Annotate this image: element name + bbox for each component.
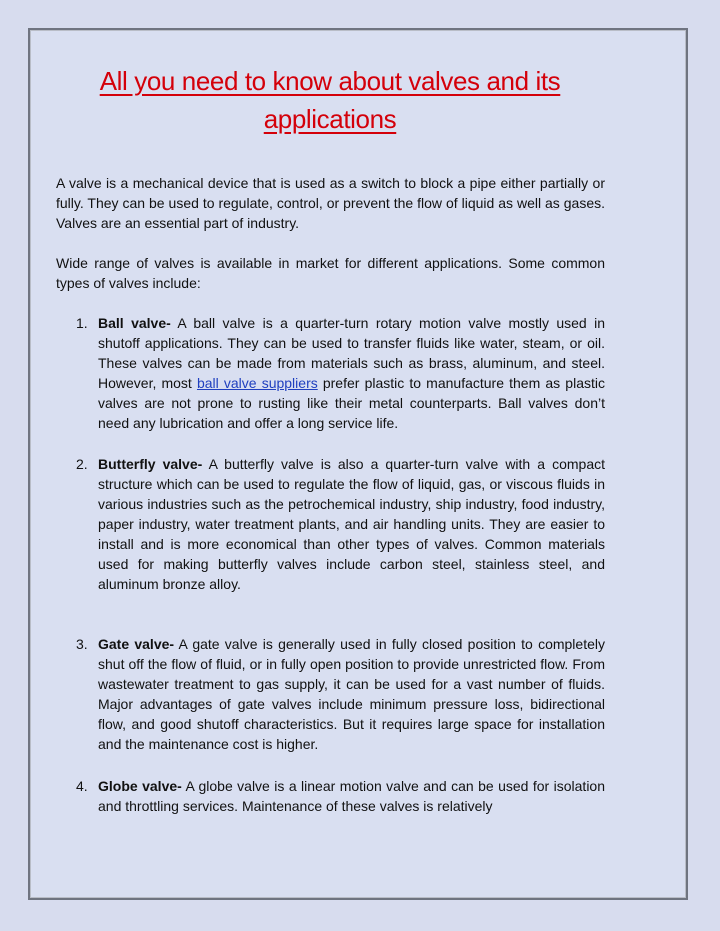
intro-paragraph: A valve is a mechanical device that is used as a switch to block a pipe either partially or fully. They can be used to regulate, control, or prevent the flow of liquid as well as gases. Valves are an essential part of industry. — [56, 175, 605, 231]
list-number: 3. — [76, 636, 88, 652]
list-item-text — [98, 776, 605, 816]
list-item-text — [98, 313, 605, 433]
list-item-body: A ball valve is a quarter-turn rotary motion valve mostly used in shutoff applications. They can be used to transfer fluids like water, steam, or oil. These valves can be made from materials such as brass, aluminum, and steel. However, most — [98, 315, 605, 391]
list-number: 2. — [76, 456, 88, 472]
list-item-body: A butterfly valve is also a quarter-turn valve with a compact structure which can be used to regulate the flow of liquid, gas, or viscous fluids in various industries such as the petrochemical industry, ship industry, food industry, paper industry, water treatment plants, and air handling units. They are easier to install and is more economical than other types of valves. Common materials used for making butterfly valves include carbon steel, stainless steel, and aluminum bronze alloy. — [98, 456, 605, 592]
list-item-text — [98, 454, 605, 594]
list-item-body: A globe valve is a linear motion valve and can be used for isolation and throttling services. Maintenance of these valves is relatively — [98, 778, 606, 814]
list-item-term: Globe valve- — [98, 778, 182, 794]
list-item-term: Butterfly valve- — [98, 456, 203, 472]
types-intro-paragraph: Wide range of valves is available in market for different applications. Some common types of valves include: — [56, 255, 605, 291]
list-number: 1. — [76, 315, 88, 331]
document-title: All you need to know about valves and its applications — [99, 66, 561, 134]
list-number: 4. — [76, 778, 88, 794]
list-item-text — [98, 634, 605, 754]
ball-valve-suppliers-link[interactable]: ball valve suppliers — [196, 375, 318, 391]
list-item-body-cont: prefer plastic to manufacture them as plastic valves are not prone to rusting like their metal counterparts. Ball valves don’t need any lubrication and offer a long service life. — [98, 375, 605, 431]
list-item-term: Gate valve- — [98, 636, 175, 652]
list-item-term: Ball valve- — [98, 315, 171, 331]
list-item-body: A gate valve is generally used in fully closed position to completely shut off the flow of fluid, or in fully open position to provide unrestricted flow. From wastewater treatment to gas supply, it can be used for a vast number of fluids. Major advantages of gate valves include minimum pressure loss, bidirectional flow, and good shutoff characteristics. But it requires large space for installation and the maintenance cost is higher. — [98, 636, 605, 752]
